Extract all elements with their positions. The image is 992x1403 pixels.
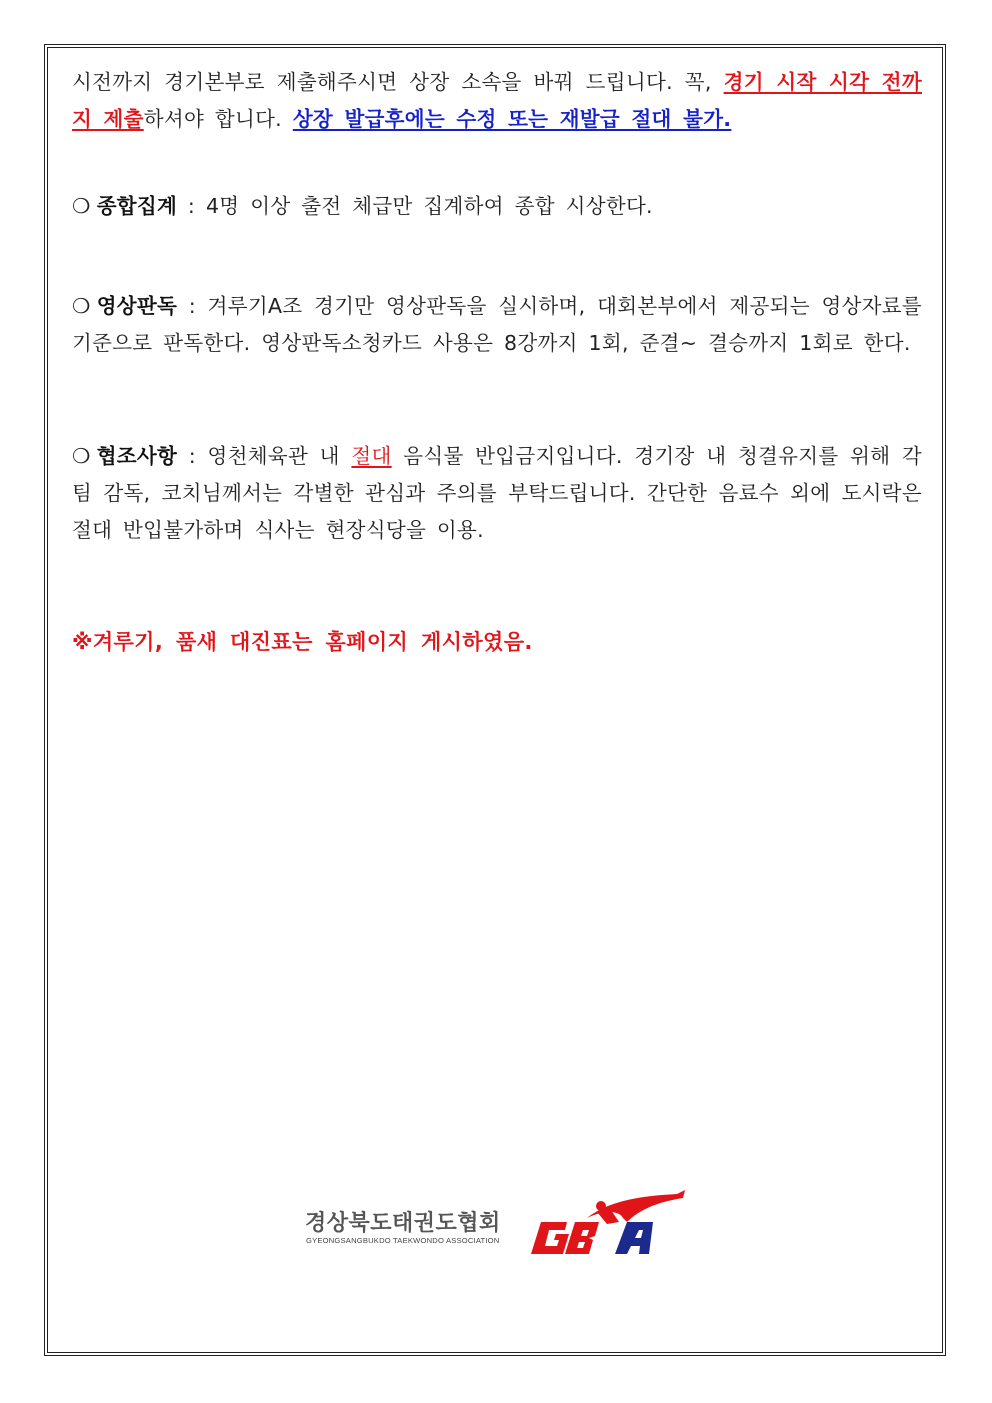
paragraph-text: 시전까지 경기본부로 제출해주시면 상장 소속을 바꿔 드립니다. 꼭, [72,70,724,94]
gba-logo-icon [527,1188,695,1258]
circle-bullet-icon: ❍ [72,444,91,468]
paragraph-text: : 겨루기A조 경기만 영상판독을 실시하며, 대회본부에서 제공되는 영상자료를 기준으로 판독한다. 영상판독소청카드 사용은 8강까지 1회, 준결~ 결승까지 1회로 한다. [72,294,922,355]
association-korean-name: 경상북도태권도협회 [305,1211,501,1236]
certificate-notice-paragraph [72,64,922,138]
paragraph-text: : 4명 이상 출전 체급만 집계하여 종합 시상한다. [177,194,653,218]
cooperation-paragraph [72,438,922,549]
paragraph-text: 음식물 반입금지입니다. 경기장 내 청결유지를 위해 각 팀 감독, 코치님께서는 각별한 관심과 주의를 부탁드립니다. 간단한 음료수 외에 도시락은 절대 반입불가하며 식사는 현장식당을 이용. [72,444,923,542]
association-logo [305,1188,695,1260]
association-english-name: GYEONGSANGBUKDO TAEKWONDO ASSOCIATION [306,1236,500,1245]
video-review-paragraph [72,288,922,362]
paragraph-text: 하셔야 합니다. [143,107,293,131]
section-heading: 협조사항 [96,444,178,468]
circle-bullet-icon: ❍ [72,294,91,318]
circle-bullet-icon: ❍ [72,194,91,218]
bracket-notice: ※겨루기, 품새 대진표는 홈페이지 게시하였음. [72,630,533,654]
deadline-highlight: 경기 시작 시각 전까지 제출 [72,70,922,131]
overall-tally-paragraph [72,188,653,225]
paragraph-text: : 영천체육관 내 [177,444,352,468]
no-reissue-highlight: 상장 발급후에는 수정 또는 재발급 절대 불가. [292,107,732,131]
page-border-inner [47,47,943,1353]
section-heading: 영상판독 [96,294,178,318]
absolute-highlight: 절대 [351,444,392,468]
section-heading: 종합집계 [96,194,178,218]
